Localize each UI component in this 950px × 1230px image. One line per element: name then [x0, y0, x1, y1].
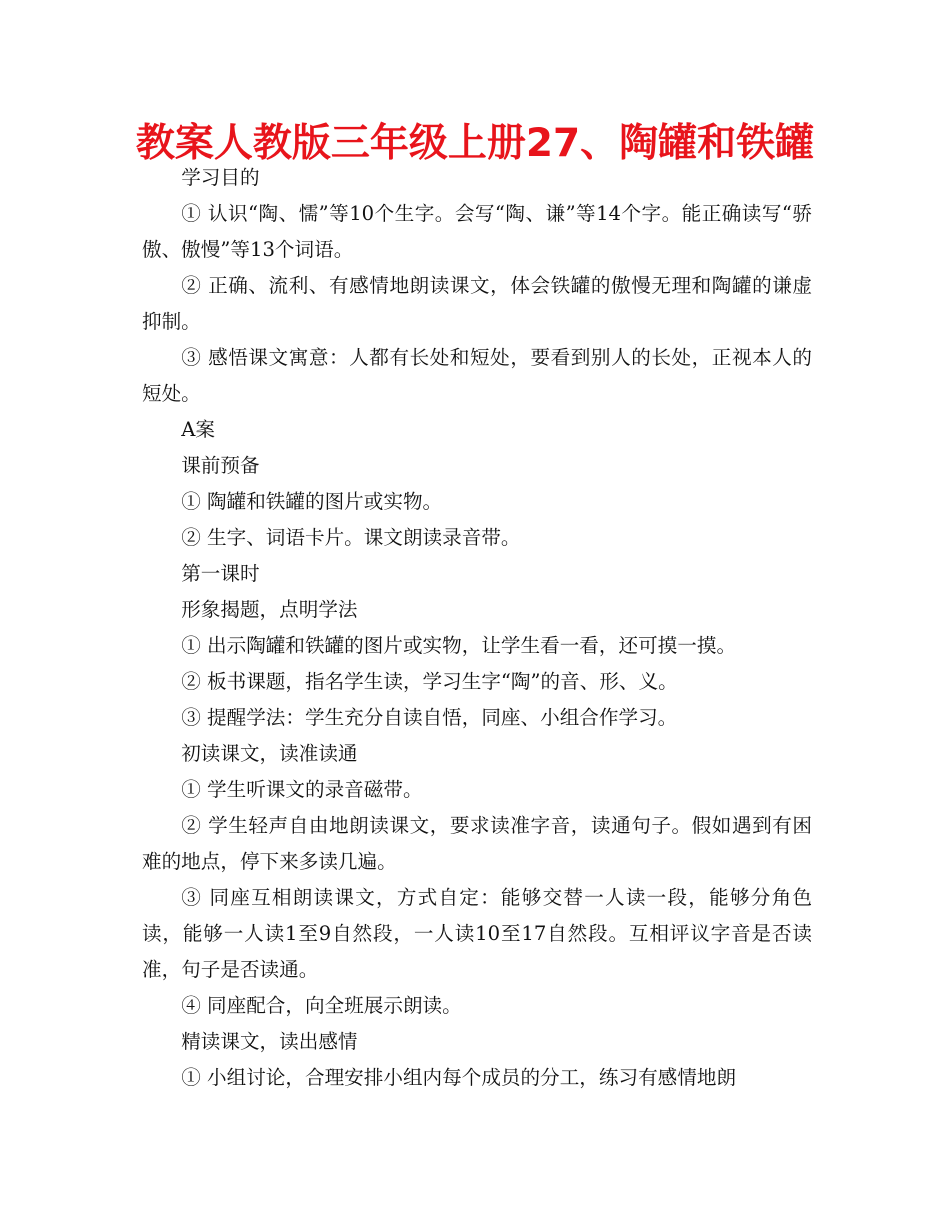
- paragraph-learning-goals-heading: 学习目的: [181, 166, 260, 189]
- document-body: [142, 160, 812, 1096]
- paragraph-plan-a-heading: A案: [181, 418, 215, 441]
- paragraph-goal-2: ② 正确、流利、有感情地朗读课文，体会铁罐的傲慢无理和陶罐的谦虚抑制。: [142, 274, 812, 333]
- paragraph-preparation-1: ① 陶罐和铁罐的图片或实物。: [181, 490, 443, 513]
- paragraph-close-reading-heading: 精读课文，读出感情: [181, 1030, 358, 1053]
- paragraph-first-reading-4: ④ 同座配合，向全班展示朗读。: [181, 994, 462, 1017]
- paragraph-intro-2: ② 板书课题，指名学生读，学习生字“陶”的音、形、义。: [181, 670, 678, 693]
- paragraph-intro-heading: 形象揭题，点明学法: [181, 598, 358, 621]
- document-title: 教案人教版三年级上册27、陶罐和铁罐: [135, 121, 815, 166]
- paragraph-close-reading-1: ① 小组讨论，合理安排小组内每个成员的分工，练习有感情地朗: [181, 1066, 737, 1089]
- paragraph-first-reading-3: ③ 同座互相朗读课文，方式自定：能够交替一人读一段，能够分角色读，能够一人读1至9自然段，一人读10至17自然段。互相评议字音是否读准，句子是否读通。: [142, 886, 812, 981]
- paragraph-first-reading-heading: 初读课文，读准读通: [181, 742, 358, 765]
- paragraph-first-reading-1: ① 学生听课文的录音磁带。: [181, 778, 423, 801]
- paragraph-intro-3: ③ 提醒学法：学生充分自读自悟，同座、小组合作学习。: [181, 706, 678, 729]
- paragraph-preparation-heading: 课前预备: [181, 454, 260, 477]
- paragraph-goal-3: ③ 感悟课文寓意：人都有长处和短处，要看到别人的长处，正视本人的短处。: [142, 346, 812, 405]
- paragraph-intro-1: ① 出示陶罐和铁罐的图片或实物，让学生看一看，还可摸一摸。: [181, 634, 737, 657]
- paragraph-goal-1: ① 认识“陶、懦”等10个生字。会写“陶、谦”等14个字。能正确读写“骄傲、傲慢”等13个词语。: [142, 202, 812, 261]
- paragraph-first-reading-2: ② 学生轻声自由地朗读课文，要求读准字音，读通句子。假如遇到有困难的地点，停下来多读几遍。: [142, 814, 812, 873]
- paragraph-preparation-2: ② 生字、词语卡片。课文朗读录音带。: [181, 526, 521, 549]
- paragraph-first-lesson-heading: 第一课时: [181, 562, 260, 585]
